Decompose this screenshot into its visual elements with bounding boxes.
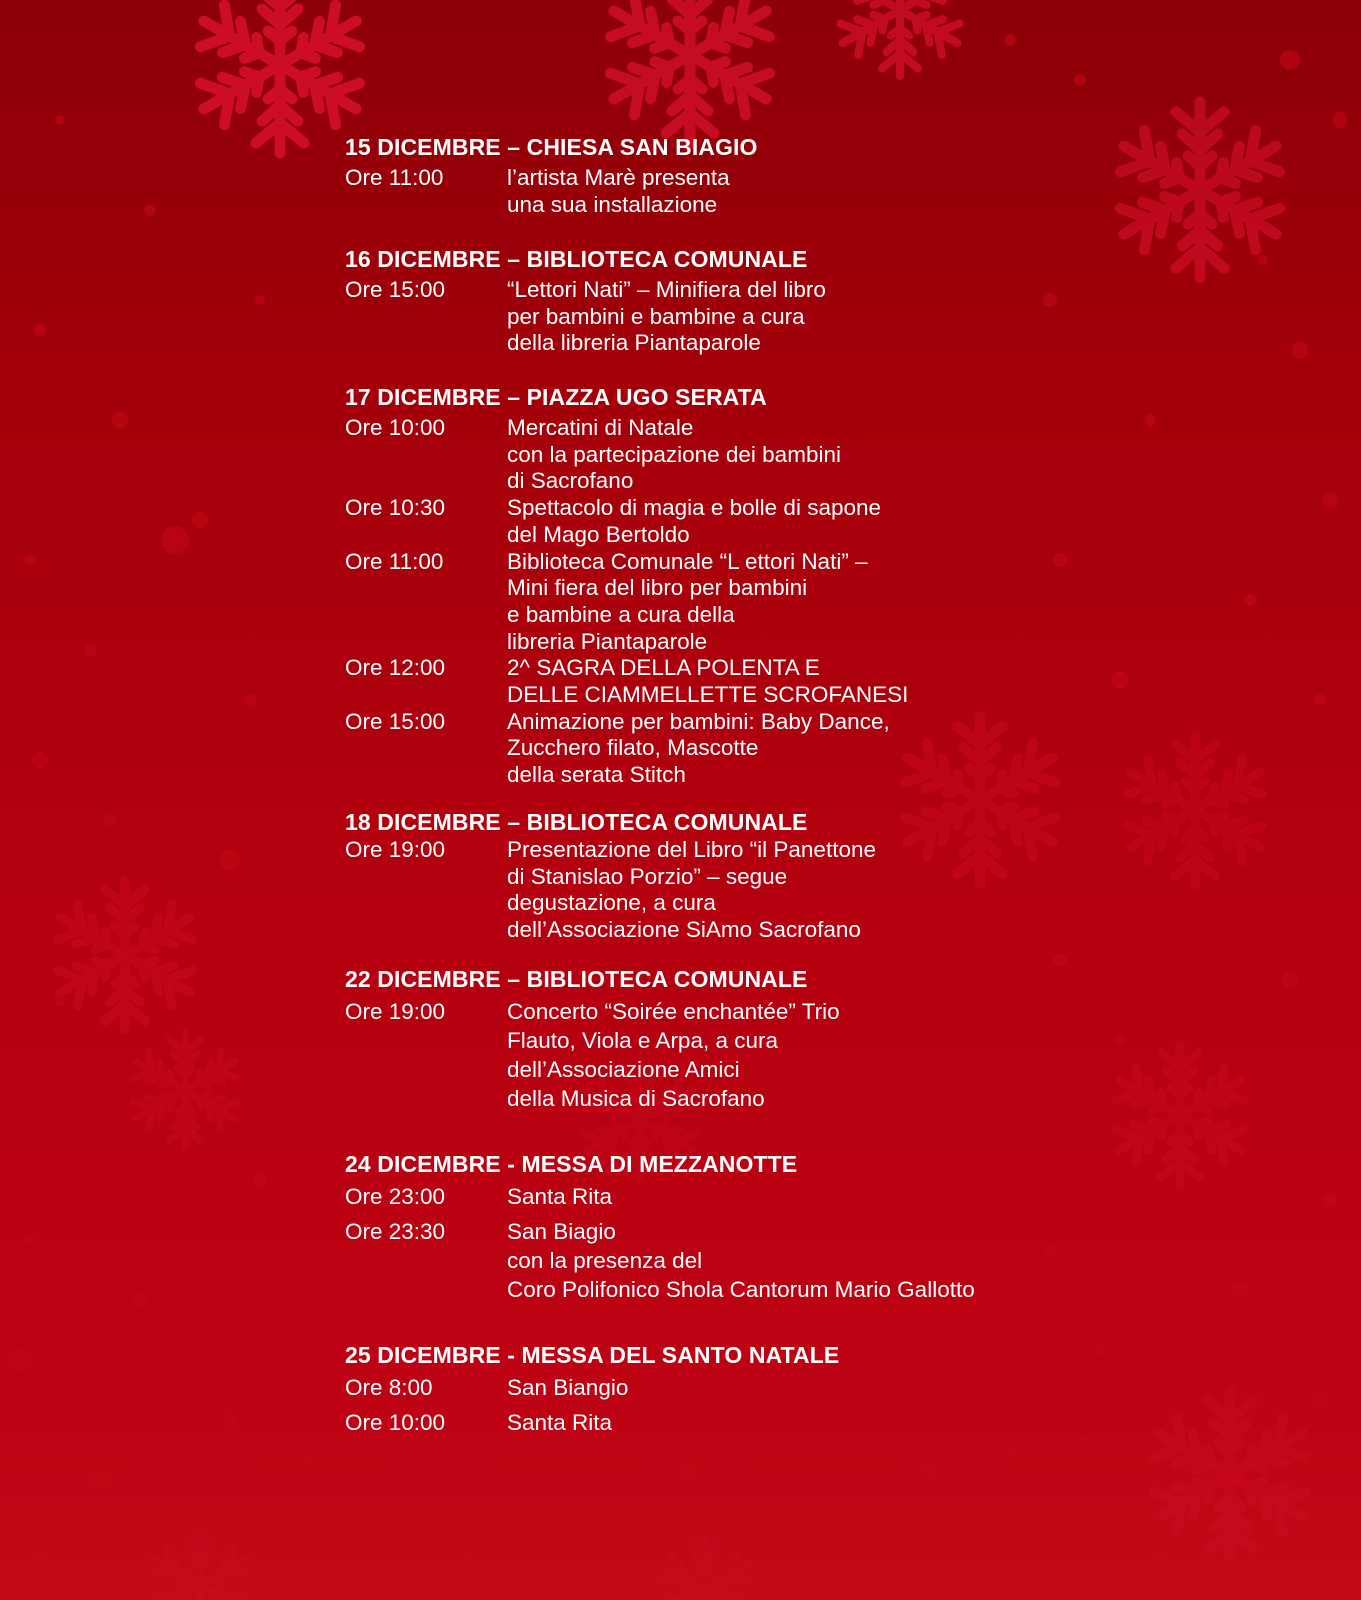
confetti-dot — [1144, 414, 1156, 426]
snowflake-icon — [1112, 102, 1288, 278]
event-list — [345, 415, 1105, 789]
event-time: Ore 11:00 — [345, 165, 444, 190]
confetti-dot — [33, 1553, 47, 1567]
event-time: Ore 19:00 — [345, 999, 446, 1024]
day-title: 22 DICEMBRE – BIBLIOTECA COMUNALE — [345, 966, 808, 992]
confetti-dot — [55, 115, 65, 125]
snowflake-icon — [652, 1537, 758, 1600]
event-row — [345, 709, 1105, 789]
confetti-dot — [224, 1414, 236, 1426]
event-row — [345, 1182, 1105, 1211]
day-title: 24 DICEMBRE - MESSA DI MEZZANOTTE — [345, 1151, 798, 1177]
confetti-dot — [255, 295, 265, 305]
confetti-dot — [1332, 112, 1348, 128]
event-description: Spettacolo di magia e bolle di sapone del Mago Bertoldo — [507, 495, 882, 547]
event-row — [345, 415, 1105, 495]
event-time: Ore 19:00 — [345, 837, 446, 862]
event-row — [345, 837, 1105, 944]
confetti-dot — [1322, 492, 1338, 508]
snowflake-icon — [1109, 1045, 1250, 1186]
confetti-dot — [131, 1291, 149, 1309]
event-row — [345, 655, 1105, 708]
day-title: 17 DICEMBRE – PIAZZA UGO SERATA — [345, 384, 767, 410]
day-section-2 — [345, 244, 1105, 357]
confetti-dot — [1154, 1554, 1166, 1566]
event-row — [345, 495, 1105, 548]
snowflake-icon — [128, 1033, 243, 1147]
event-description: Mercatini di Natale con la partecipazione dei bambini di Sacrofano — [507, 415, 841, 494]
day-section-5 — [345, 964, 1105, 1113]
event-description: Concerto “Soirée enchantée” Trio Flauto, Viola e Arpa, a cura dell’Associazione Amici della Musica di Sacrofano — [507, 999, 840, 1111]
event-description: San Biagio con la presenza del Coro Polifonico Shola Cantorum Mario Gallotto — [507, 1219, 975, 1302]
confetti-dot — [1111, 671, 1129, 689]
confetti-dot — [1005, 1445, 1015, 1455]
confetti-dot — [83, 643, 97, 657]
event-row — [345, 1373, 1105, 1402]
confetti-dot — [1231, 1281, 1249, 1299]
event-description: Animazione per bambini: Baby Dance, Zucchero filato, Mascotte della serata Stitch — [507, 708, 890, 788]
confetti-dot — [1312, 1392, 1328, 1408]
event-time: Ore 23:00 — [345, 1184, 446, 1209]
event-row — [345, 549, 1105, 656]
event-row — [345, 1217, 1105, 1304]
snowflake-icon — [602, 0, 778, 143]
event-description: Biblioteca Comunale “L ettori Nati” – Mini fiera del libro per bambini e bambine a cura della libreria Piantaparole — [507, 548, 868, 654]
event-time: Ore 10:00 — [345, 1410, 446, 1435]
confetti-dot — [1323, 1193, 1337, 1207]
confetti-dot — [924, 1464, 936, 1476]
event-description: San Biangio — [507, 1375, 629, 1400]
event-row — [345, 277, 1105, 357]
confetti-dot — [244, 694, 256, 706]
day-title: 16 DICEMBRE – BIBLIOTECA COMUNALE — [345, 246, 808, 272]
snowflake-icon — [147, 1532, 253, 1600]
day-section-7 — [345, 1340, 1105, 1437]
day-section-1 — [345, 132, 1105, 218]
event-list — [345, 997, 1105, 1113]
confetti-dot — [104, 814, 116, 826]
day-title: 18 DICEMBRE – BIBLIOTECA COMUNALE — [345, 809, 808, 835]
event-time: Ore 10:00 — [345, 415, 446, 440]
day-title: 15 DICEMBRE – CHIESA SAN BIAGIO — [345, 134, 758, 160]
event-list — [345, 277, 1105, 357]
confetti-dot — [191, 511, 209, 529]
event-list — [345, 1373, 1105, 1437]
event-description: Santa Rita — [507, 1184, 613, 1209]
confetti-dot — [1311, 1561, 1329, 1579]
event-list — [345, 165, 1105, 218]
event-description: Presentazione del Libro “il Panettone di Stanislao Porzio” – segue degustazione, a cura dell’Associazione SiAmo Sacrofano — [507, 837, 876, 943]
confetti-dot — [32, 752, 48, 768]
event-description: “Lettori Nati” – Minifiera del libro per bambini e bambine a cura della libreria Piantaparole — [507, 277, 826, 356]
confetti-dot — [1244, 594, 1256, 606]
day-title: 25 DICEMBRE - MESSA DEL SANTO NATALE — [345, 1342, 840, 1368]
confetti-dot — [304, 1454, 316, 1466]
event-time: Ore 8:00 — [345, 1375, 433, 1400]
confetti-dot — [161, 526, 189, 554]
confetti-dot — [92, 1472, 108, 1488]
event-time: Ore 23:30 — [345, 1219, 446, 1244]
confetti-dot — [253, 1173, 267, 1187]
confetti-dot — [1314, 694, 1326, 706]
event-list — [345, 837, 1105, 944]
event-time: Ore 15:00 — [345, 708, 446, 734]
confetti-dot — [1291, 341, 1309, 359]
event-row — [345, 165, 1105, 218]
confetti-dot — [393, 1503, 407, 1517]
confetti-dot — [275, 1515, 285, 1525]
day-section-3 — [345, 382, 1105, 789]
confetti-dot — [1258, 255, 1268, 265]
confetti-dot — [554, 1494, 566, 1506]
event-description: 2^ SAGRA DELLA POLENTA E DELLE CIAMMELLETTE SCROFANESI — [507, 655, 909, 708]
confetti-dot — [33, 323, 47, 337]
confetti-dot — [682, 1462, 698, 1478]
snowflake-icon — [1120, 735, 1270, 885]
confetti-dot — [112, 412, 128, 428]
day-section-4 — [345, 807, 1105, 944]
event-time: Ore 12:00 — [345, 655, 446, 681]
confetti-dot — [872, 1572, 888, 1588]
event-time: Ore 10:30 — [345, 495, 446, 521]
confetti-dot — [144, 204, 156, 216]
confetti-dot — [1084, 1514, 1096, 1526]
snowflake-icon — [834, 0, 966, 76]
confetti-dot — [1280, 50, 1300, 70]
confetti-dot — [54, 994, 66, 1006]
confetti-dot — [793, 1513, 807, 1527]
event-row — [345, 1408, 1105, 1437]
event-row — [345, 997, 1105, 1113]
day-section-6 — [345, 1149, 1105, 1304]
confetti-dot — [1004, 34, 1016, 46]
confetti-dot — [24, 554, 36, 566]
event-list — [345, 1182, 1105, 1304]
snowflake-icon — [50, 880, 200, 1030]
snowflake-icon — [192, 0, 368, 153]
confetti-dot — [8, 1348, 32, 1372]
confetti-dot — [1114, 1034, 1126, 1046]
event-description: l’artista Marè presenta una sua installazione — [507, 165, 730, 217]
snowflake-icon — [1146, 1391, 1314, 1558]
confetti-dot — [1074, 74, 1086, 86]
confetti-dot — [25, 1235, 35, 1245]
confetti-dot — [220, 850, 240, 870]
confetti-dot — [1282, 972, 1298, 988]
confetti-dot — [465, 1555, 475, 1565]
event-description: Santa Rita — [507, 1410, 613, 1435]
event-time: Ore 15:00 — [345, 277, 446, 302]
event-time: Ore 11:00 — [345, 548, 444, 574]
